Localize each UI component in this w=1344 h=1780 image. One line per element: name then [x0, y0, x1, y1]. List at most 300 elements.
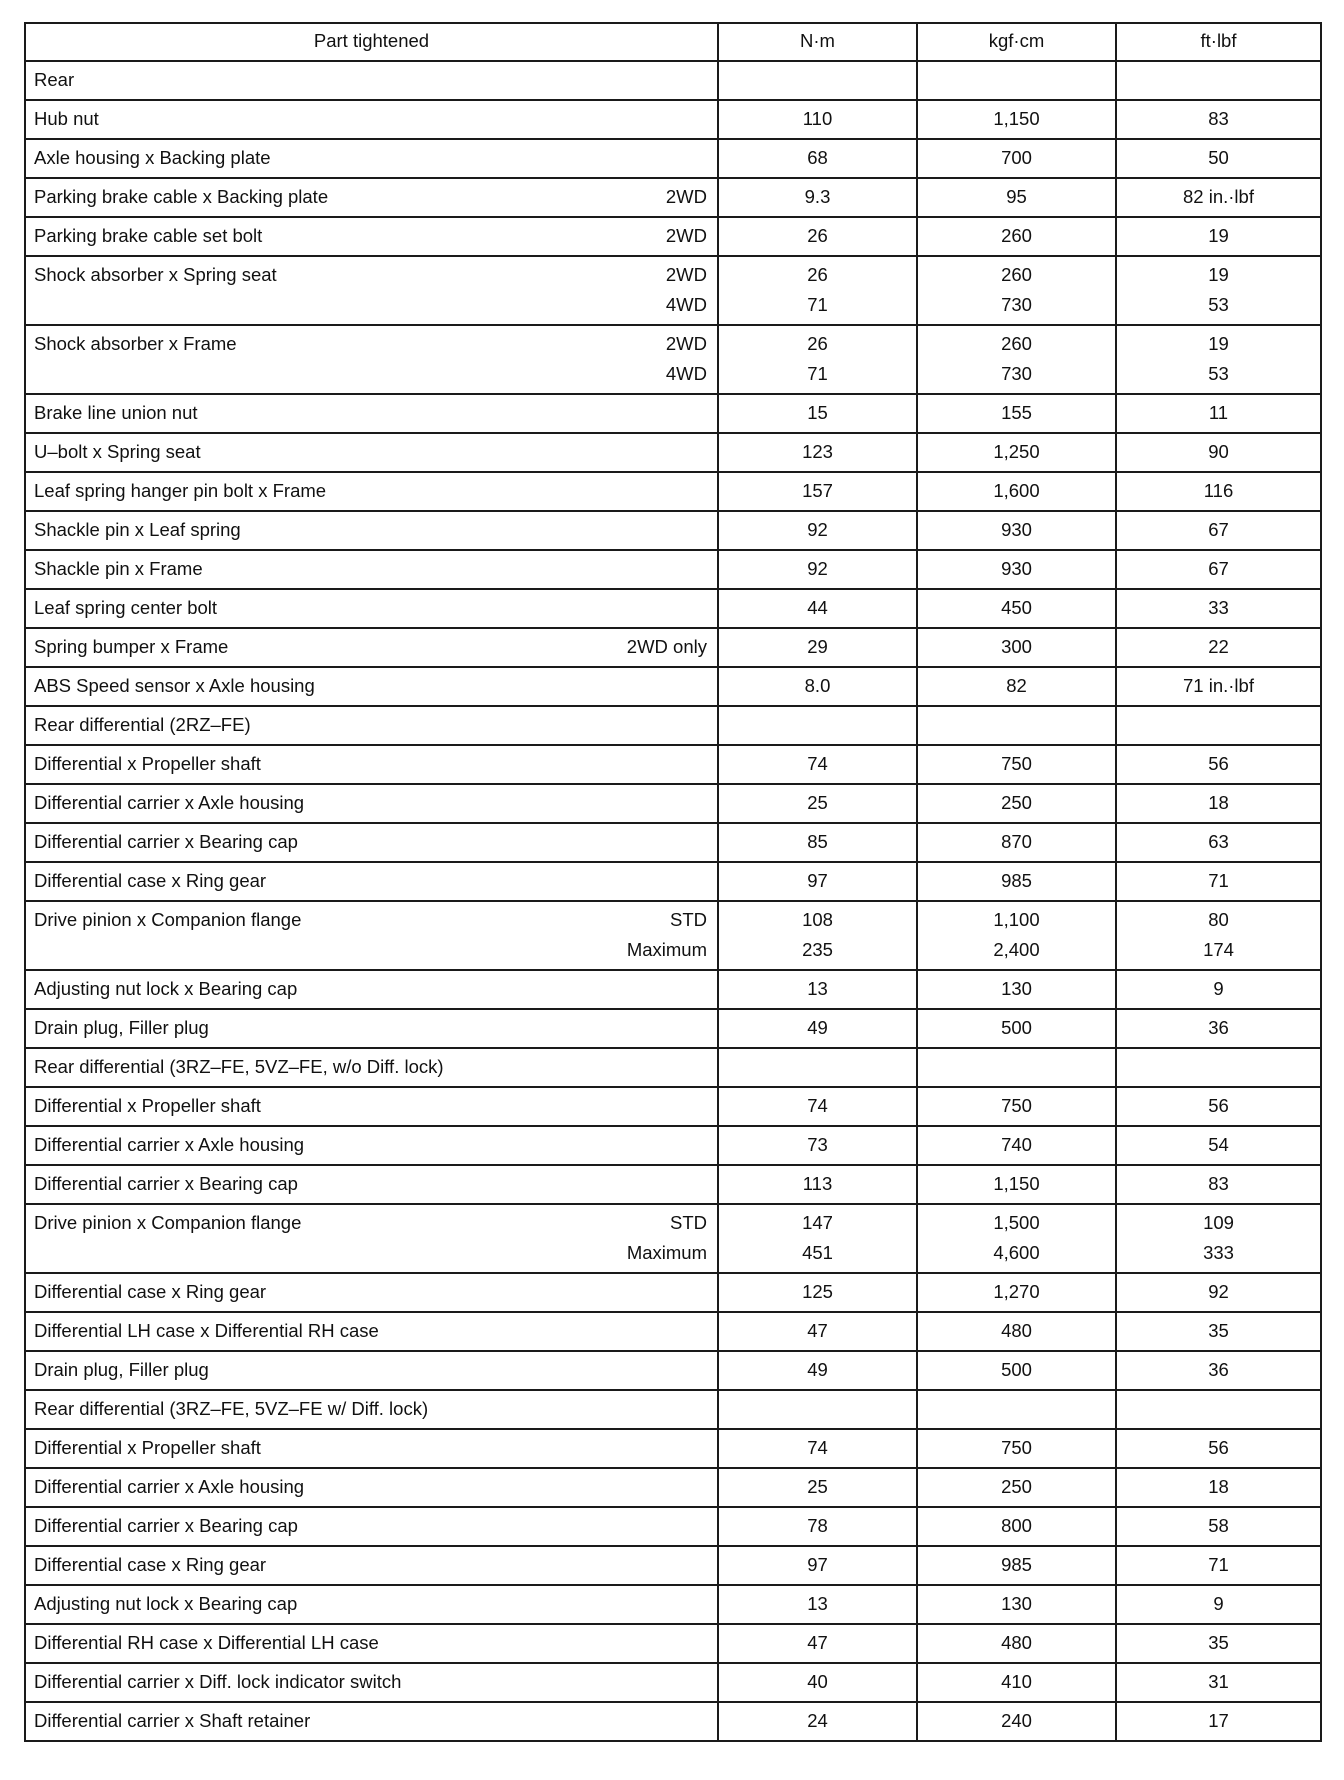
value-cell-kgf — [917, 394, 1116, 433]
torque-value-ft: 54 — [1208, 1134, 1229, 1155]
torque-value-kgf: 1,150 — [993, 108, 1040, 129]
torque-value-nm: 26 — [807, 333, 828, 354]
torque-value-nm: 8.0 — [804, 675, 831, 696]
torque-value-ft: 22 — [1208, 636, 1229, 657]
value-cell-kgf — [917, 823, 1116, 862]
torque-value-ft: 109 — [1203, 1212, 1234, 1233]
torque-value-kgf: 985 — [1001, 870, 1032, 891]
value-cell-nm — [718, 1273, 917, 1312]
torque-value-nm: 9.3 — [804, 186, 831, 207]
table-row — [25, 1546, 1321, 1585]
table-row — [25, 139, 1321, 178]
table-row — [25, 1351, 1321, 1390]
torque-value-ft: 18 — [1208, 1476, 1229, 1497]
value-cell-kgf — [917, 589, 1116, 628]
part-note: Maximum — [626, 939, 707, 960]
value-cell-ft — [1116, 823, 1321, 862]
part-cell — [25, 1126, 718, 1165]
part-cell — [25, 217, 718, 256]
part-label: Axle housing x Backing plate — [34, 147, 271, 168]
torque-value-nm: 25 — [807, 1476, 828, 1497]
value-cell-ft — [1116, 433, 1321, 472]
value-cell-kgf — [917, 1546, 1116, 1585]
torque-value-nm: 73 — [807, 1134, 828, 1155]
torque-value-ft: 19 — [1208, 225, 1229, 246]
torque-value-nm: 110 — [802, 108, 833, 129]
part-label: Differential x Propeller shaft — [34, 1095, 261, 1116]
torque-value-nm: 125 — [802, 1281, 833, 1302]
table-row — [25, 394, 1321, 433]
torque-value-ft: 67 — [1208, 558, 1229, 579]
part-cell — [25, 1429, 718, 1468]
torque-value-kgf: 250 — [1001, 792, 1032, 813]
part-label: Differential case x Ring gear — [34, 870, 267, 891]
part-label: Drain plug, Filler plug — [34, 1359, 209, 1380]
table-row — [25, 901, 1321, 970]
part-cell — [25, 1663, 718, 1702]
torque-value-nm: 49 — [807, 1359, 828, 1380]
torque-value-kgf: 2,400 — [993, 939, 1040, 960]
part-cell — [25, 628, 718, 667]
value-cell-ft — [1116, 1273, 1321, 1312]
value-cell-ft — [1116, 550, 1321, 589]
value-cell-kgf — [917, 61, 1116, 100]
part-cell — [25, 970, 718, 1009]
part-label: Differential RH case x Differential LH case — [34, 1632, 379, 1653]
value-cell-kgf — [917, 1663, 1116, 1702]
torque-value-kgf: 480 — [1001, 1632, 1032, 1653]
part-notes — [666, 221, 707, 251]
torque-value-kgf: 800 — [1001, 1515, 1032, 1536]
torque-value-kgf: 130 — [1001, 978, 1032, 999]
part-label: Brake line union nut — [34, 402, 198, 423]
torque-value-ft: 18 — [1208, 792, 1229, 813]
value-cell-ft — [1116, 589, 1321, 628]
part-cell — [25, 139, 718, 178]
value-cell-nm — [718, 433, 917, 472]
value-cell-nm — [718, 100, 917, 139]
torque-value-ft: 35 — [1208, 1320, 1229, 1341]
torque-value-ft: 82 in.·lbf — [1183, 186, 1254, 207]
value-cell-ft — [1116, 1390, 1321, 1429]
part-label: Drive pinion x Companion flange — [34, 1212, 302, 1233]
table-row — [25, 1702, 1321, 1741]
torque-value-nm: 97 — [807, 870, 828, 891]
value-cell-kgf — [917, 511, 1116, 550]
part-notes — [627, 632, 707, 662]
value-cell-ft — [1116, 901, 1321, 970]
torque-value-ft: 9 — [1213, 1593, 1224, 1614]
value-cell-ft — [1116, 61, 1321, 100]
torque-value-nm: 92 — [807, 519, 828, 540]
torque-value-nm: 74 — [807, 1437, 828, 1458]
value-cell-nm — [718, 325, 917, 394]
torque-value-kgf: 1,500 — [993, 1212, 1040, 1233]
value-cell-kgf — [917, 1702, 1116, 1741]
torque-value-kgf: 95 — [1006, 186, 1027, 207]
torque-value-kgf: 1,250 — [993, 441, 1040, 462]
section-title — [25, 61, 718, 100]
torque-value-nm: 15 — [807, 402, 828, 423]
torque-value-nm: 113 — [802, 1173, 833, 1194]
value-cell-kgf — [917, 1312, 1116, 1351]
value-cell-ft — [1116, 217, 1321, 256]
torque-value-kgf: 480 — [1001, 1320, 1032, 1341]
value-cell-nm — [718, 706, 917, 745]
torque-value-kgf: 1,270 — [993, 1281, 1040, 1302]
value-cell-nm — [718, 1702, 917, 1741]
torque-value-kgf: 930 — [1001, 558, 1032, 579]
value-cell-kgf — [917, 1585, 1116, 1624]
value-cell-nm — [718, 1390, 917, 1429]
value-cell-nm — [718, 511, 917, 550]
torque-value-kgf: 1,150 — [993, 1173, 1040, 1194]
torque-value-nm: 26 — [807, 225, 828, 246]
torque-value-ft: 58 — [1208, 1515, 1229, 1536]
torque-value-kgf: 130 — [1001, 1593, 1032, 1614]
value-cell-kgf — [917, 667, 1116, 706]
section-title — [25, 1390, 718, 1429]
value-cell-nm — [718, 628, 917, 667]
torque-value-nm: 74 — [807, 1095, 828, 1116]
torque-value-ft: 174 — [1203, 939, 1234, 960]
table-row — [25, 550, 1321, 589]
part-cell — [25, 1546, 718, 1585]
table-row — [25, 970, 1321, 1009]
table-row — [25, 667, 1321, 706]
value-cell-nm — [718, 667, 917, 706]
torque-value-ft: 63 — [1208, 831, 1229, 852]
part-cell — [25, 550, 718, 589]
torque-value-ft: 36 — [1208, 1017, 1229, 1038]
value-cell-nm — [718, 1663, 917, 1702]
part-label: Differential carrier x Axle housing — [34, 792, 305, 813]
value-cell-kgf — [917, 784, 1116, 823]
part-label: Differential carrier x Axle housing — [34, 1134, 305, 1155]
value-cell-nm — [718, 1126, 917, 1165]
part-label: Differential case x Ring gear — [34, 1554, 267, 1575]
torque-value-ft: 71 — [1208, 870, 1229, 891]
value-cell-nm — [718, 394, 917, 433]
table-row — [25, 1009, 1321, 1048]
table-row — [25, 862, 1321, 901]
torque-value-ft: 50 — [1208, 147, 1229, 168]
value-cell-kgf — [917, 1429, 1116, 1468]
part-note: Maximum — [626, 1242, 707, 1263]
torque-value-ft: 116 — [1203, 480, 1234, 501]
section-row — [25, 706, 1321, 745]
header-part: Part tightened — [25, 23, 718, 61]
torque-value-kgf: 730 — [1001, 363, 1032, 384]
value-cell-ft — [1116, 1429, 1321, 1468]
part-cell — [25, 1165, 718, 1204]
part-cell — [25, 862, 718, 901]
value-cell-ft — [1116, 100, 1321, 139]
part-cell — [25, 1009, 718, 1048]
section-row — [25, 61, 1321, 100]
torque-value-kgf: 500 — [1001, 1359, 1032, 1380]
table-row — [25, 1126, 1321, 1165]
torque-value-kgf: 260 — [1001, 333, 1032, 354]
part-label: ABS Speed sensor x Axle housing — [34, 675, 315, 696]
part-notes — [666, 260, 707, 320]
value-cell-kgf — [917, 433, 1116, 472]
part-cell — [25, 1087, 718, 1126]
torque-value-kgf: 450 — [1001, 597, 1032, 618]
table-row — [25, 784, 1321, 823]
part-note: 4WD — [665, 363, 707, 384]
value-cell-kgf — [917, 472, 1116, 511]
table-row — [25, 1507, 1321, 1546]
value-cell-ft — [1116, 325, 1321, 394]
torque-value-kgf: 260 — [1001, 225, 1032, 246]
torque-value-ft: 33 — [1208, 597, 1229, 618]
part-label: Differential case x Ring gear — [34, 1281, 267, 1302]
part-label: Leaf spring hanger pin bolt x Frame — [34, 480, 327, 501]
torque-value-nm: 451 — [802, 1242, 833, 1263]
value-cell-kgf — [917, 706, 1116, 745]
torque-value-nm: 13 — [807, 1593, 828, 1614]
torque-value-kgf: 700 — [1001, 147, 1032, 168]
torque-value-nm: 71 — [807, 294, 828, 315]
value-cell-nm — [718, 550, 917, 589]
torque-value-ft: 31 — [1208, 1671, 1229, 1692]
value-cell-ft — [1116, 1702, 1321, 1741]
table-row — [25, 511, 1321, 550]
torque-value-nm: 29 — [807, 636, 828, 657]
part-label: Shackle pin x Frame — [34, 558, 203, 579]
torque-value-kgf: 930 — [1001, 519, 1032, 540]
torque-value-kgf: 155 — [1001, 402, 1032, 423]
section-row — [25, 1048, 1321, 1087]
value-cell-ft — [1116, 1126, 1321, 1165]
header-row — [25, 23, 1321, 61]
table-row — [25, 823, 1321, 862]
value-cell-kgf — [917, 862, 1116, 901]
torque-value-nm: 25 — [807, 792, 828, 813]
torque-value-nm: 40 — [807, 1671, 828, 1692]
table-row — [25, 325, 1321, 394]
torque-value-ft: 17 — [1208, 1710, 1229, 1731]
value-cell-kgf — [917, 217, 1116, 256]
table-row — [25, 1312, 1321, 1351]
torque-value-ft: 36 — [1208, 1359, 1229, 1380]
table-row — [25, 1087, 1321, 1126]
part-label: Adjusting nut lock x Bearing cap — [34, 978, 298, 999]
value-cell-ft — [1116, 1009, 1321, 1048]
part-notes — [627, 1208, 707, 1268]
torque-value-kgf: 300 — [1001, 636, 1032, 657]
torque-value-kgf: 500 — [1001, 1017, 1032, 1038]
torque-value-nm: 108 — [802, 909, 833, 930]
torque-value-ft: 71 — [1208, 1554, 1229, 1575]
value-cell-nm — [718, 1624, 917, 1663]
part-label: Rear differential (2RZ–FE) — [34, 714, 251, 735]
value-cell-kgf — [917, 1048, 1116, 1087]
value-cell-kgf — [917, 901, 1116, 970]
part-label: Leaf spring center bolt — [34, 597, 218, 618]
value-cell-nm — [718, 178, 917, 217]
torque-value-nm: 47 — [807, 1632, 828, 1653]
part-label: Differential carrier x Bearing cap — [34, 1515, 298, 1536]
part-cell — [25, 1468, 718, 1507]
torque-value-ft: 83 — [1208, 1173, 1229, 1194]
value-cell-nm — [718, 745, 917, 784]
section-row — [25, 1390, 1321, 1429]
part-label: Differential LH case x Differential RH case — [34, 1320, 379, 1341]
table-row — [25, 433, 1321, 472]
part-cell — [25, 1273, 718, 1312]
part-label: Differential carrier x Shaft retainer — [34, 1710, 311, 1731]
value-cell-ft — [1116, 1165, 1321, 1204]
value-cell-nm — [718, 1087, 917, 1126]
torque-spec-table — [24, 22, 1322, 1742]
torque-value-ft: 53 — [1208, 363, 1229, 384]
part-label: Rear differential (3RZ–FE, 5VZ–FE w/ Diff. lock) — [34, 1398, 429, 1419]
value-cell-ft — [1116, 706, 1321, 745]
part-cell — [25, 472, 718, 511]
value-cell-ft — [1116, 1663, 1321, 1702]
part-label: Parking brake cable x Backing plate — [34, 186, 329, 207]
value-cell-ft — [1116, 139, 1321, 178]
value-cell-nm — [718, 862, 917, 901]
section-title — [25, 1048, 718, 1087]
torque-value-nm: 235 — [802, 939, 833, 960]
value-cell-ft — [1116, 784, 1321, 823]
torque-value-nm: 24 — [807, 1710, 828, 1731]
part-cell — [25, 394, 718, 433]
part-note: 2WD — [665, 264, 707, 285]
part-cell — [25, 178, 718, 217]
header-kgf: kgf·cm — [917, 23, 1116, 61]
torque-value-nm: 68 — [807, 147, 828, 168]
value-cell-ft — [1116, 511, 1321, 550]
torque-value-ft: 67 — [1208, 519, 1229, 540]
table-row — [25, 745, 1321, 784]
torque-value-nm: 147 — [802, 1212, 833, 1233]
part-cell — [25, 325, 718, 394]
value-cell-kgf — [917, 550, 1116, 589]
value-cell-nm — [718, 1546, 917, 1585]
table-row — [25, 1165, 1321, 1204]
torque-value-kgf: 1,600 — [993, 480, 1040, 501]
value-cell-ft — [1116, 1624, 1321, 1663]
value-cell-kgf — [917, 970, 1116, 1009]
torque-value-kgf: 750 — [1001, 1437, 1032, 1458]
value-cell-nm — [718, 1585, 917, 1624]
part-label: Shackle pin x Leaf spring — [34, 519, 241, 540]
part-cell — [25, 901, 718, 970]
part-label: Drain plug, Filler plug — [34, 1017, 209, 1038]
value-cell-nm — [718, 139, 917, 178]
value-cell-nm — [718, 217, 917, 256]
value-cell-kgf — [917, 1009, 1116, 1048]
torque-value-ft: 333 — [1203, 1242, 1234, 1263]
value-cell-nm — [718, 1009, 917, 1048]
table-row — [25, 628, 1321, 667]
torque-value-nm: 26 — [807, 264, 828, 285]
section-title — [25, 706, 718, 745]
part-label: Shock absorber x Frame — [34, 333, 237, 354]
torque-value-nm: 85 — [807, 831, 828, 852]
value-cell-ft — [1116, 178, 1321, 217]
value-cell-nm — [718, 784, 917, 823]
value-cell-nm — [718, 1312, 917, 1351]
torque-value-nm: 123 — [802, 441, 833, 462]
table-row — [25, 1273, 1321, 1312]
value-cell-ft — [1116, 1585, 1321, 1624]
value-cell-ft — [1116, 628, 1321, 667]
torque-value-nm: 78 — [807, 1515, 828, 1536]
torque-value-ft: 11 — [1208, 402, 1229, 423]
part-note: 2WD — [665, 186, 707, 207]
part-cell — [25, 1351, 718, 1390]
part-label: Shock absorber x Spring seat — [34, 264, 277, 285]
torque-value-nm: 74 — [807, 753, 828, 774]
value-cell-kgf — [917, 100, 1116, 139]
value-cell-ft — [1116, 1312, 1321, 1351]
torque-value-ft: 56 — [1208, 1095, 1229, 1116]
part-cell — [25, 667, 718, 706]
value-cell-ft — [1116, 862, 1321, 901]
value-cell-nm — [718, 1165, 917, 1204]
part-cell — [25, 1312, 718, 1351]
value-cell-kgf — [917, 1507, 1116, 1546]
value-cell-kgf — [917, 1126, 1116, 1165]
part-note: 2WD — [665, 333, 707, 354]
torque-value-kgf: 750 — [1001, 1095, 1032, 1116]
part-label: Differential x Propeller shaft — [34, 1437, 261, 1458]
value-cell-ft — [1116, 472, 1321, 511]
torque-value-kgf: 250 — [1001, 1476, 1032, 1497]
value-cell-kgf — [917, 1468, 1116, 1507]
value-cell-nm — [718, 970, 917, 1009]
part-cell — [25, 1585, 718, 1624]
value-cell-ft — [1116, 970, 1321, 1009]
part-label: Rear — [34, 69, 75, 90]
part-note: STD — [670, 1212, 707, 1233]
torque-value-ft: 53 — [1208, 294, 1229, 315]
value-cell-kgf — [917, 139, 1116, 178]
part-label: Spring bumper x Frame — [34, 636, 229, 657]
part-cell — [25, 1702, 718, 1741]
part-label: Differential carrier x Bearing cap — [34, 1173, 298, 1194]
part-cell — [25, 100, 718, 139]
value-cell-nm — [718, 61, 917, 100]
part-notes — [627, 905, 707, 965]
value-cell-ft — [1116, 745, 1321, 784]
table-row — [25, 1429, 1321, 1468]
torque-value-nm: 71 — [807, 363, 828, 384]
part-note: 2WD — [665, 225, 707, 246]
table-row — [25, 100, 1321, 139]
table-row — [25, 1468, 1321, 1507]
value-cell-kgf — [917, 1165, 1116, 1204]
header-ft: ft·lbf — [1116, 23, 1321, 61]
part-cell — [25, 1204, 718, 1273]
value-cell-nm — [718, 823, 917, 862]
value-cell-ft — [1116, 1468, 1321, 1507]
part-label: Rear differential (3RZ–FE, 5VZ–FE, w/o Diff. lock) — [34, 1056, 444, 1077]
table-row — [25, 1585, 1321, 1624]
torque-value-ft: 56 — [1208, 1437, 1229, 1458]
torque-value-ft: 56 — [1208, 753, 1229, 774]
torque-value-ft: 19 — [1208, 264, 1229, 285]
value-cell-nm — [718, 1048, 917, 1087]
torque-value-nm: 157 — [802, 480, 833, 501]
table-row — [25, 1663, 1321, 1702]
part-label: Differential carrier x Bearing cap — [34, 831, 298, 852]
